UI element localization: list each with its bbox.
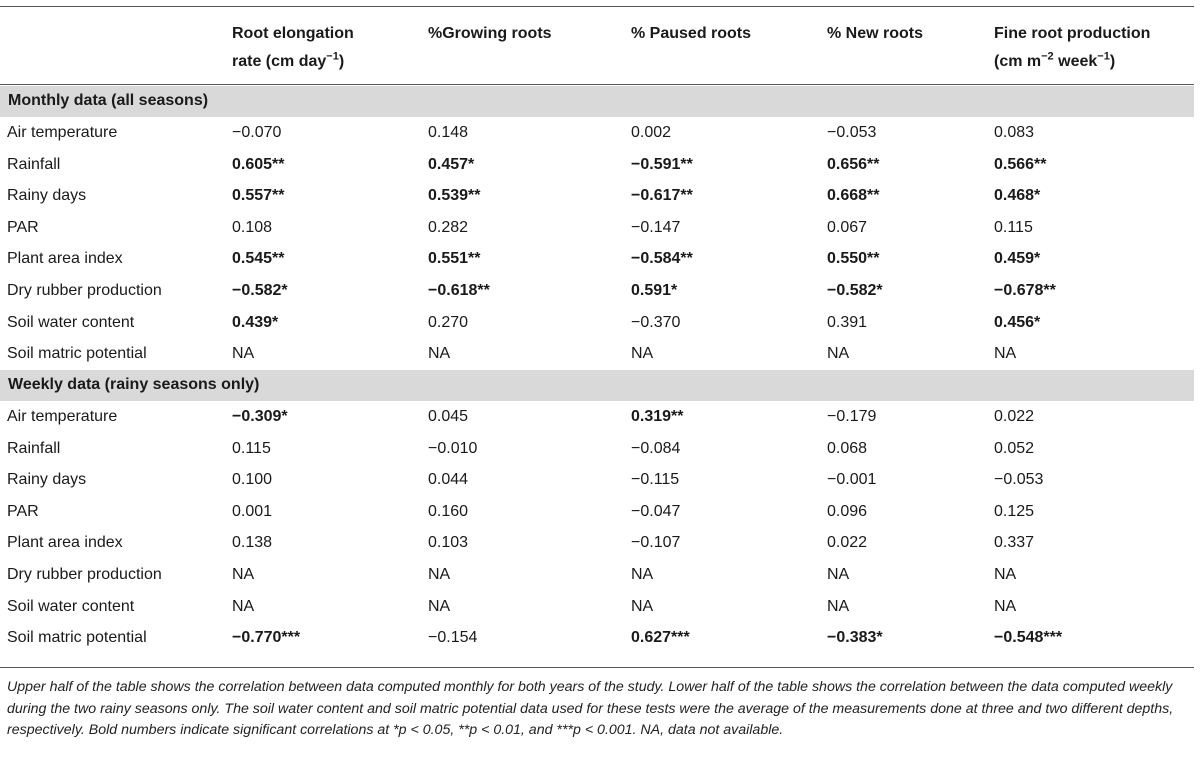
table-cell: −0.370 <box>631 313 681 331</box>
table-cell: 0.459* <box>994 250 1041 268</box>
table-cell: −0.070 <box>232 124 282 141</box>
row-label: Plant area index <box>7 534 123 552</box>
row-label: Rainy days <box>7 187 87 205</box>
table-cell: 0.557** <box>232 187 285 205</box>
table-cell: 0.456* <box>994 313 1041 331</box>
header-new-roots: % New roots <box>827 25 924 42</box>
table-cell: 0.044 <box>428 471 469 489</box>
table-row <box>0 623 1194 654</box>
table-cell: 0.539** <box>428 187 481 205</box>
table-row <box>0 276 1194 307</box>
table-cell: 0.083 <box>994 124 1035 141</box>
table-footnote: Upper half of the table shows the correlation between data computed monthly for both years of the study. Lower half of the table shows the correlation between the data computed weekly during the two rainy seasons only. The soil water content and soil matric potential data used for these tests were the average of the measurements done at three and two different depths, respectively. Bold numbers indicate significant correlations at *p < 0.05, **p < 0.01, and ***p < 0.001. NA, data not available. <box>7 679 1174 738</box>
table-cell: 0.001 <box>232 502 273 520</box>
table-cell: 0.668** <box>827 187 880 205</box>
table-cell: 0.103 <box>428 534 469 552</box>
table-row <box>0 308 1194 339</box>
table-cell: 0.656** <box>827 155 880 173</box>
table-header <box>0 6 1194 82</box>
table-cell: 0.591* <box>631 282 678 299</box>
row-label: Plant area index <box>7 250 123 268</box>
table-cell: 0.282 <box>428 218 469 236</box>
table-cell: NA <box>428 566 451 583</box>
table-cell: −0.147 <box>631 218 681 236</box>
table-cell: 0.551** <box>428 250 481 268</box>
section-title: Monthly data (all seasons) <box>8 92 209 109</box>
row-label: Soil matric potential <box>7 345 147 363</box>
table-cell: 0.605** <box>232 155 285 173</box>
table-cell: 0.391 <box>827 313 868 331</box>
table-cell: −0.115 <box>631 471 680 489</box>
table-cell: NA <box>994 597 1017 615</box>
table-cell: 0.270 <box>428 313 469 331</box>
header-col5-line1: Fine root production <box>994 25 1151 42</box>
row-label: Soil water content <box>7 597 135 615</box>
table-cell: 0.457* <box>428 155 475 173</box>
row-label: Soil water content <box>7 313 135 331</box>
table-cell: 0.337 <box>994 534 1035 552</box>
row-label: Rainfall <box>7 155 61 173</box>
table-row <box>0 592 1194 623</box>
table-cell: NA <box>232 597 255 615</box>
row-label: Rainfall <box>7 439 61 457</box>
table-cell: 0.045 <box>428 408 469 425</box>
table-cell: −0.584** <box>631 250 693 268</box>
header-col1-line1: Root elongation <box>232 25 354 42</box>
row-label: Dry rubber production <box>7 566 162 583</box>
row-label: PAR <box>7 502 39 520</box>
row-label: Soil matric potential <box>7 629 147 647</box>
header-col5-sup1: −2 <box>1041 50 1054 63</box>
row-label: PAR <box>7 218 39 236</box>
header-col5-line2b: week <box>1053 53 1098 70</box>
table-cell: 0.067 <box>827 218 868 236</box>
table-cell: −0.548*** <box>994 629 1063 647</box>
table-cell: 0.052 <box>994 439 1035 457</box>
table-cell: −0.770*** <box>232 629 301 647</box>
row-label: Dry rubber production <box>7 282 162 299</box>
table-cell: 0.115 <box>994 218 1033 236</box>
header-col1-sup: −1 <box>326 50 339 63</box>
table-bottom-rule <box>0 667 1194 668</box>
table-row <box>0 402 1194 433</box>
header-root-elongation-rate <box>232 20 354 76</box>
table-cell: −0.179 <box>827 408 877 425</box>
section-header <box>0 86 1194 117</box>
table-cell: NA <box>994 345 1017 363</box>
table-cell: NA <box>827 345 850 363</box>
table-cell: −0.582* <box>827 282 883 299</box>
table-cell: NA <box>428 597 451 615</box>
table-cell: −0.678** <box>994 282 1056 299</box>
header-col5-sup2: −1 <box>1097 50 1110 63</box>
header-rule <box>0 84 1194 85</box>
table-cell: 0.115 <box>232 439 271 457</box>
table-cell: −0.591** <box>631 155 693 173</box>
table-cell: 0.550** <box>827 250 880 268</box>
row-label: Rainy days <box>7 471 87 489</box>
table-cell: 0.108 <box>232 218 273 236</box>
header-col1-line2a: rate (cm day <box>232 53 327 70</box>
table-cell: −0.047 <box>631 502 681 520</box>
header-col5-line2a: (cm m <box>994 53 1042 70</box>
table-cell: 0.096 <box>827 502 868 520</box>
table-cell: 0.627*** <box>631 629 690 647</box>
table-cell: 0.439* <box>232 313 279 331</box>
table-cell: NA <box>428 345 451 363</box>
table-cell: −0.107 <box>631 534 681 552</box>
table-cell: 0.100 <box>232 471 273 489</box>
table-cell: 0.148 <box>428 124 469 141</box>
table-cell: −0.617** <box>631 187 693 205</box>
table-cell: 0.022 <box>827 534 868 552</box>
table-cell: NA <box>631 345 654 363</box>
table-cell: −0.618** <box>428 282 490 299</box>
table-row <box>0 465 1194 496</box>
table-row <box>0 244 1194 275</box>
table-cell: −0.383* <box>827 629 883 647</box>
table-cell: 0.160 <box>428 502 469 520</box>
header-col5-line2c: ) <box>1109 53 1116 70</box>
table-cell: 0.319** <box>631 408 684 425</box>
table-row <box>0 339 1194 370</box>
table-cell: −0.053 <box>994 471 1044 489</box>
header-growing-roots: %Growing roots <box>428 25 552 42</box>
table-row <box>0 118 1194 149</box>
table-cell: 0.468* <box>994 187 1041 205</box>
table-cell: −0.154 <box>428 629 478 647</box>
table-row <box>0 497 1194 528</box>
row-label: Air temperature <box>7 408 118 425</box>
table-row <box>0 560 1194 591</box>
header-col1-line2b: ) <box>338 53 345 70</box>
table-cell: NA <box>631 597 654 615</box>
section-title: Weekly data (rainy seasons only) <box>8 376 260 393</box>
table-row <box>0 528 1194 559</box>
table-cell: 0.002 <box>631 124 672 141</box>
table-cell: 0.138 <box>232 534 273 552</box>
table-cell: −0.010 <box>428 439 478 457</box>
table-row <box>0 434 1194 465</box>
header-fine-root-production <box>994 20 1150 76</box>
table-cell: 0.068 <box>827 439 868 457</box>
table-cell: NA <box>827 566 850 583</box>
table-cell: NA <box>994 566 1017 583</box>
table-cell: 0.545** <box>232 250 285 268</box>
table-row <box>0 213 1194 244</box>
table-cell: NA <box>631 566 654 583</box>
table-cell: 0.566** <box>994 155 1047 173</box>
table-cell: −0.309* <box>232 408 288 425</box>
header-paused-roots: % Paused roots <box>631 25 752 42</box>
table-row <box>0 181 1194 212</box>
table-cell: −0.084 <box>631 439 681 457</box>
table-cell: −0.582* <box>232 282 288 299</box>
section-header <box>0 370 1194 401</box>
table-cell: 0.022 <box>994 408 1035 425</box>
table-cell: NA <box>232 345 255 363</box>
table-cell: 0.125 <box>994 502 1035 520</box>
table-row <box>0 150 1194 181</box>
table-cell: NA <box>827 597 850 615</box>
table-cell: −0.001 <box>827 471 877 489</box>
row-label: Air temperature <box>7 124 118 141</box>
table-cell: −0.053 <box>827 124 877 141</box>
table-cell: NA <box>232 566 255 583</box>
